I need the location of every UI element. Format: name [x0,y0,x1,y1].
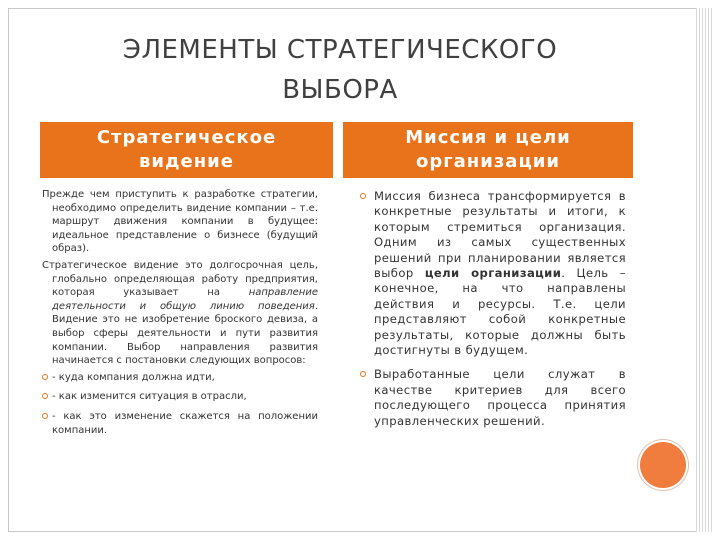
vision-paragraph-2 [42,259,318,368]
vision-paragraph-1: Прежде чем приступить к разработке стратегии, необходимо определить видение компании – т.е. маршрут движения компании в будущее: идеальное представление о бизнесе (будущий образ). [42,189,318,255]
vision-paragraph-2-start: Стратегическое видение это долгосрочная цель, глобально определяющая работу предприятия, которая указывает на [42,259,318,299]
mission-bullet-2 [358,367,626,429]
question-text: - как изменится ситуация в отрасли, [52,391,247,403]
right-header-line-2: организации [415,151,561,172]
mission-text-start: Миссия бизнеса трансформируется в конкретные результаты и итоги, к которым стремиться организация. Одним из самых существенных решений при планировании является выбор [374,189,626,281]
left-header-line-2: видение [138,151,234,172]
left-header-line-1: Стратегическое [96,127,277,148]
goals-text: Выработанные цели служат в качестве критериев для всего последующего процесса принятия управленческих решений. [374,367,626,428]
question-text: - как это изменение скажется на положении компании. [52,410,318,436]
mission-text-bold: цели организации [424,266,562,281]
left-column-header [40,122,333,178]
mission-bullet-1 [358,189,626,358]
question-bullet [42,410,318,437]
slide-title [40,30,640,110]
right-header-line-1: Миссия и цели [405,127,571,148]
bullet-ring-icon [42,374,48,380]
right-column-header [343,122,633,178]
mission-text-end: . Цель – конечное, на что направлены действия и ресурсы. Т.е. цели представляют собой конкретные результаты, которые должны быть достигнуты в будущем. [374,266,626,358]
title-line-1: ЭЛЕМЕНТЫ СТРАТЕГИЧЕСКОГО [122,35,558,65]
bullet-ring-icon [42,393,48,399]
bullet-ring-icon [360,193,366,199]
vision-paragraph-2-end: . Видение это не изобретение броского девиза, а выбор сферы деятельности и пути развития компании. Выбор направления развития начинается с постановки следующих вопросов: [52,300,318,367]
question-bullet [42,390,318,404]
right-column-body [358,189,626,438]
title-line-2: ВЫБОРА [282,75,398,105]
decorative-stripe [696,8,712,532]
bullet-ring-icon [360,371,366,377]
bullet-ring-icon [42,413,48,419]
left-column-body [42,188,318,440]
question-text: - куда компания должна идти, [52,371,215,383]
decorative-circle [640,442,686,488]
vision-paragraph-2-emphasis: направление деятельности и общую линию поведения [52,287,318,312]
question-bullet [42,371,318,385]
